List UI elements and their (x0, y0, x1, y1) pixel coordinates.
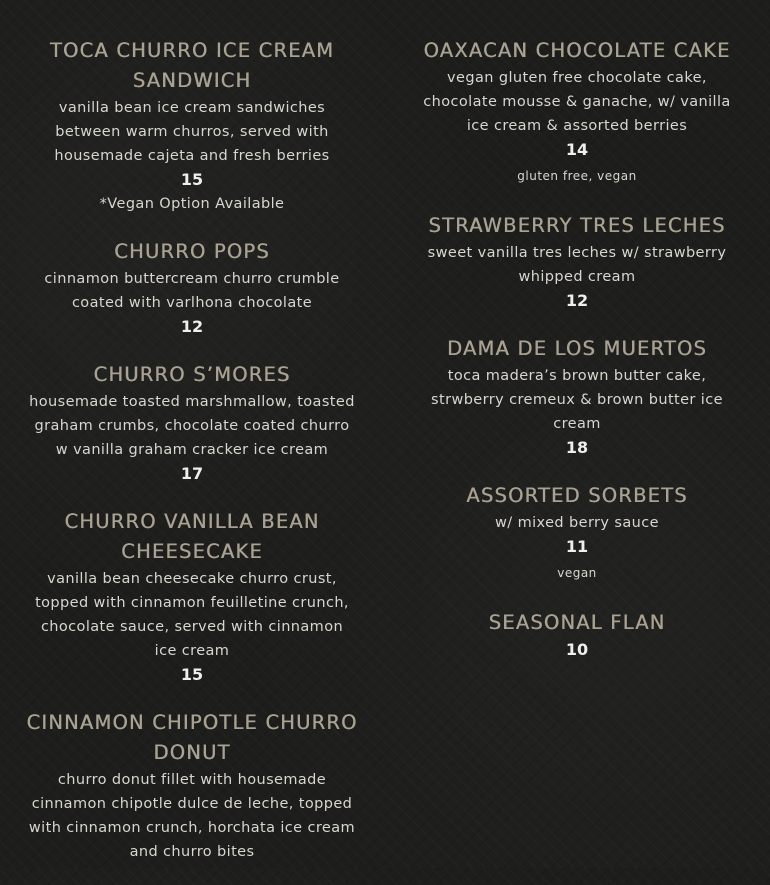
item-title: ASSORTED SORBETS (466, 484, 688, 507)
item-title: STRAWBERRY TRES LECHES (428, 214, 726, 237)
menu-column-right (407, 36, 747, 683)
menu-item-churro-vanilla-bean-cheesecake (22, 507, 362, 687)
item-description: churro donut fillet with housemade cinnamon chipotle dulce de leche, topped with cinnamon crunch, horchata ice cream and churro bites (28, 772, 356, 860)
item-description: vegan gluten free chocolate cake, chocolate mousse & ganache, w/ vanilla ice cream & assorted berries (423, 70, 731, 134)
item-dietary-tag: gluten free, vegan (517, 169, 637, 183)
item-description: toca madera’s brown butter cake, strwberry cremeux & brown butter ice cream (431, 368, 723, 432)
item-note: *Vegan Option Available (99, 196, 285, 212)
menu-column-left (22, 36, 362, 885)
item-description: sweet vanilla tres leches w/ strawberry whipped cream (427, 245, 727, 285)
menu-item-churro-smores (22, 360, 362, 486)
item-title: CHURRO POPS (114, 240, 270, 263)
item-title: SEASONAL FLAN (488, 611, 666, 634)
menu-item-strawberry-tres-leches (407, 211, 747, 313)
item-description: vanilla bean cheesecake churro crust, topped with cinnamon feuilletine crunch, chocolate sauce, served with cinnamon ice cream (35, 571, 349, 659)
menu-item-dama-de-los-muertos (407, 334, 747, 460)
item-price: 18 (565, 438, 589, 457)
item-price: 15 (180, 665, 204, 684)
item-title: DAMA DE LOS MUERTOS (447, 337, 707, 360)
item-price: 12 (565, 291, 589, 310)
item-price: 14 (565, 140, 589, 159)
menu-item-cinnamon-chipotle-churro-donut (22, 708, 362, 864)
item-price: 10 (565, 640, 589, 659)
menu-item-churro-pops (22, 237, 362, 339)
item-title: OAXACAN CHOCOLATE CAKE (423, 39, 731, 62)
item-price: 17 (180, 464, 204, 483)
item-description: vanilla bean ice cream sandwiches between warm churros, served with housemade cajeta and fresh berries (54, 100, 330, 164)
menu-item-seasonal-flan (407, 608, 747, 662)
item-title: TOCA CHURRO ICE CREAM SANDWICH (49, 39, 335, 92)
item-price: 11 (565, 537, 589, 556)
menu-item-assorted-sorbets (407, 481, 747, 587)
item-title: CINNAMON CHIPOTLE CHURRO DONUT (26, 711, 358, 764)
item-title: CHURRO VANILLA BEAN CHEESECAKE (64, 510, 320, 563)
menu-item-oaxacan-chocolate-cake (407, 36, 747, 190)
menu-item-toca-churro-ice-cream-sandwich (22, 36, 362, 216)
item-description: cinnamon buttercream churro crumble coated with varlhona chocolate (44, 271, 340, 311)
item-description: housemade toasted marshmallow, toasted graham crumbs, chocolate coated churro w vanilla graham cracker ice cream (29, 394, 355, 458)
item-dietary-tag: vegan (557, 566, 597, 580)
item-price: 15 (180, 170, 204, 189)
item-price: 12 (180, 317, 204, 336)
item-title: CHURRO S’MORES (93, 363, 291, 386)
item-description: w/ mixed berry sauce (495, 515, 659, 531)
